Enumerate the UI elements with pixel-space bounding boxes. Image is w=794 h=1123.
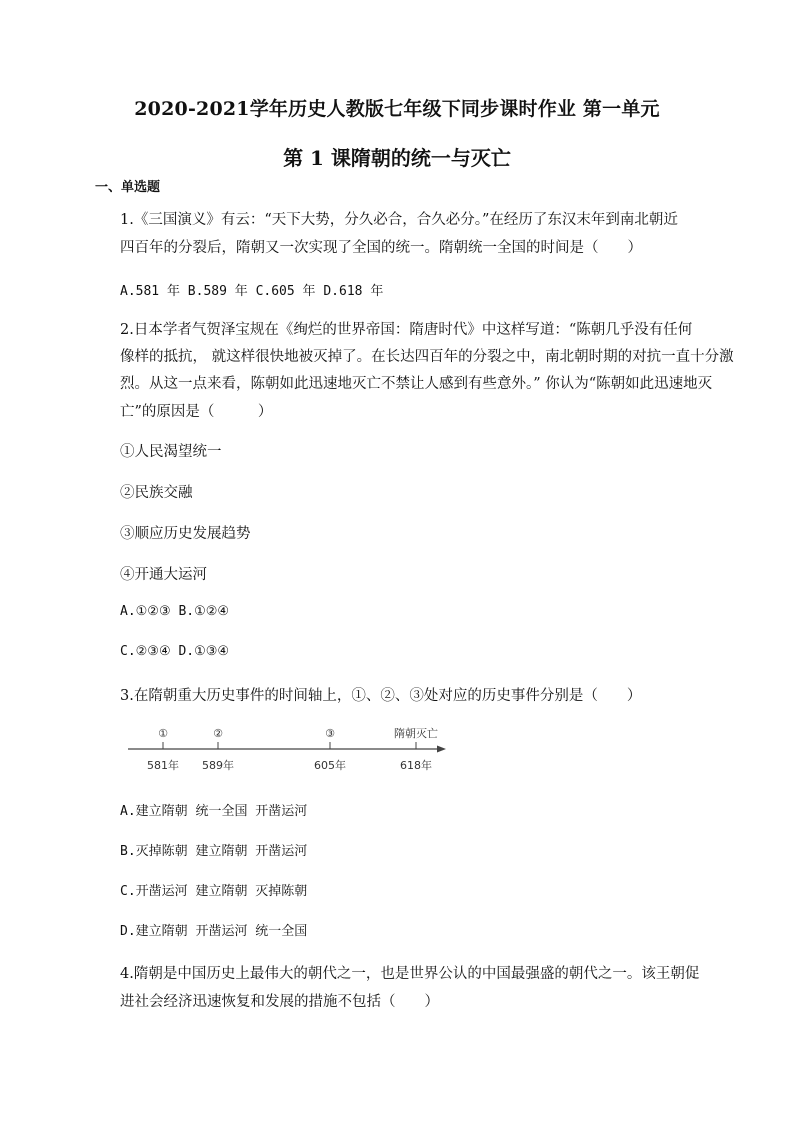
lesson-title: 第 1 课隋朝的统一与灭亡 xyxy=(283,146,511,170)
q1-stem-line-1: 1.《三国演义》有云：“天下大势，分久必合，合久必分。”在经历了东汉末年到南北朝近 xyxy=(120,212,678,228)
q2-options-ab: A.①②③ B.①②④ xyxy=(120,604,230,619)
q3-option: A.建立隋朝 统一全国 开凿运河 xyxy=(120,804,308,819)
timeline-arrow xyxy=(437,746,446,753)
timeline-year-label: 581年 xyxy=(147,759,179,772)
q1-options: A.581 年 B.589 年 C.605 年 D.618 年 xyxy=(120,284,384,299)
q2-stem-line-3: 烈。从这一点来看，陈朝如此迅速地灭亡不禁让人感到有些意外。” 你认为“陈朝如此迅速地灭 xyxy=(120,376,713,392)
q2-item: ③顺应历史发展趋势 xyxy=(120,526,251,542)
q3-option: D.建立隋朝 开凿运河 统一全国 xyxy=(120,924,308,939)
q3-option: C.开凿运河 建立隋朝 灭掉陈朝 xyxy=(120,884,308,899)
timeline-year-label: 618年 xyxy=(400,759,432,772)
section-heading: 一、单选题 xyxy=(95,180,161,195)
q3-option: B.灭掉陈朝 建立隋朝 开凿运河 xyxy=(120,844,308,859)
timeline-figure xyxy=(126,722,446,782)
timeline-event-label: ③ xyxy=(325,727,335,740)
timeline-event-label: ② xyxy=(213,727,223,740)
timeline-event-label: ① xyxy=(158,727,168,740)
q1-stem-line-2: 四百年的分裂后，隋朝又一次实现了全国的统一。隋朝统一全国的时间是（ ） xyxy=(120,240,642,256)
q4-stem-line-1: 4.隋朝是中国历史上最伟大的朝代之一，也是世界公认的中国最强盛的朝代之一。该王朝促 xyxy=(120,966,700,982)
q2-item: ①人民渴望统一 xyxy=(120,444,222,460)
timeline-event-label: 隋朝灭亡 xyxy=(394,727,438,740)
q3-stem: 3.在隋朝重大历史事件的时间轴上，①、②、③处对应的历史事件分别是（ ） xyxy=(120,688,642,704)
q2-item: ④开通大运河 xyxy=(120,567,207,583)
document-title: 2020-2021学年历史人教版七年级下同步课时作业 第一单元 xyxy=(134,98,660,120)
timeline-year-label: 589年 xyxy=(202,759,234,772)
q2-stem-line-4: 亡”的原因是（ ） xyxy=(120,404,273,420)
q2-stem-line-1: 2.日本学者气贺泽宝规在《绚烂的世界帝国：隋唐时代》中这样写道：“陈朝几乎没有任何 xyxy=(120,322,693,338)
q4-stem-line-2: 进社会经济迅速恢复和发展的措施不包括（ ） xyxy=(120,994,439,1010)
q2-options-cd: C.②③④ D.①③④ xyxy=(120,644,230,659)
timeline-year-label: 605年 xyxy=(314,759,346,772)
q2-item: ②民族交融 xyxy=(120,485,193,501)
q2-stem-line-2: 像样的抵抗， 就这样很快地被灭掉了。在长达四百年的分裂之中，南北朝时期的对抗一直十分激 xyxy=(120,349,734,365)
